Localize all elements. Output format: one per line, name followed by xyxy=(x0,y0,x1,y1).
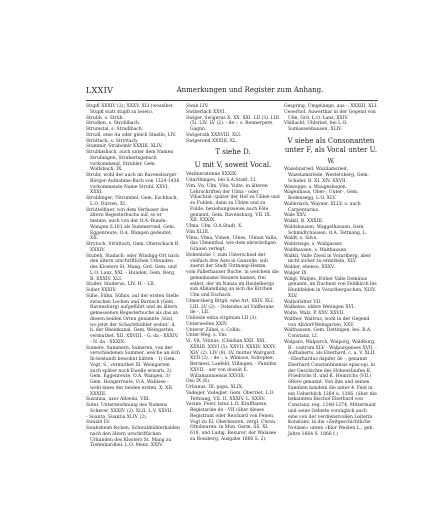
index-entry: Walpare, Walpurch, Walporg, Waldburg, B., castrum XLV - Walpurgenses XVII. - Aufhaberts, als Eberhard, c. a. V. XLII. - Eberhardus dapifer de -, genannt Eberhard Constantinensis episcopi, in der Geschichte des Hohenstaufen K. Friedrichs II. und K. Heinrichs (VII.) öftere genannt. Von ihm und seinen Familien handeln die unter 4. Feld in ein Ueberblick 1264 u. 1266, (über die bekannten Bischof Eberhard von Constanz, reg. 1248-1274, Mittermaut und seine Gebiete vorzüglich auch eine von der verdienstvollen Leiterin Konstanz, in die »Zeitgeschichtliche Notizen« unten »Klor Weiden L., geb. Jahre 1664 S. 1866 f.) xyxy=(284,339,377,437)
index-entry: Swab LIV. xyxy=(186,104,209,109)
index-entry: Stubeh, Stadach: oder Windigg-Ort nach den ältern urschriftlichen Urkunden des Klosters St. Mang. Grd. Gem. und L.O. Lanz, XXI. - Hunden, Gem. Berg, B. XXXIV. XLI. xyxy=(86,253,179,282)
index-entry: Walgl, Walpes, früher Valle Dominus genannt, im Duchent von Feldkirch bis Hunkfelden in Vorarlbergischen, XLIV. XLV. xyxy=(284,276,377,299)
index-entry: Sumere, Summern, Sumeren, von der verschiedenen Summer, welche an sich In-bestandt bewohnt hätten - 1) Gem. Vogt, S., vermuthet XI. Weingarten auch später noch Ewelle erwarb, 2) Gem. Eggenreute, O.A. Wangen, 3) Gem. Hungerreute, O.A. Waldsee - wohl eines der beiden ersten, X. XII. XXXIII. xyxy=(86,345,180,397)
index-entry: Unterer Zähel, s. Collin. xyxy=(186,327,242,333)
index-entry: Vhlllacht, Uhlsried, bei L.O. Sumassenhausen, XLIV. xyxy=(284,121,348,132)
running-header xyxy=(86,86,378,98)
index-entry: Gespring, Umgelange, aus -, XXXIII. XLI. xyxy=(284,104,378,109)
index-entry: Walkil, Valle Zweil in Vorarlberg, aber nicht sicher zu ermitteln, XLV. xyxy=(284,253,371,265)
index-entry: Wazelinsried, Wazilamsried, Wazelamsriede, Westersberg, Gem. Schider, B. XI. XIV. XXVII. xyxy=(284,167,369,184)
index-entry: Strumstal, s. Strudlbach. xyxy=(86,127,144,132)
index-entry: Studer, Studerus, LIV. H. - LII. xyxy=(86,282,156,288)
index-entry: Strubb, s. Strüb. xyxy=(86,115,124,121)
index-entry: Suber XXXIV. xyxy=(86,288,117,293)
index-entry: vom Fallerhauser Buche, in welchem die gemeinsame Steuern kamen, frei selbst, der im Nanza im Heidelberga sub Abhandlung an sich die Kirchen Ulm und Eschach. xyxy=(186,270,279,298)
index-entry: Vlm, Vn, Ulm, Vlin, Vulte, in älteren Lehrschriften der Ulma - oder Vlbachtal; später der Hof zu Ülden und zu Fulden, dann zu Ülden und zu Fulde, beziehungsweise auch Föle genannt, Gem. Ravensburg, VII. IX. XII. XXXIX. xyxy=(186,183,280,224)
index-entry: Walthausen, Gem. Dettingen, bei. B.A. Constanz, LI. xyxy=(284,328,372,339)
index-entry: Walte, Walz, P. XXV. XXVII. xyxy=(284,311,345,316)
index-entry: Waldt, s. Silva. xyxy=(284,236,318,242)
section-heading: U mit V, soweit Vocal. xyxy=(194,161,272,170)
index-entry: Urbanus, III. papa, XLIX. xyxy=(186,385,244,390)
index-entry: Strubbisbach, auch unter dem Namen Strubingen, Strubertsgebach vorkommend, Strubler, Gem. Wolfsbach, IX. xyxy=(86,150,174,173)
index-entry: Strubr, wohl der auch im Ravensburger Bürger-Aufnahme-Buch von 1324-1436 vorkommende Name Strubl. XXVI. XXXI. xyxy=(86,173,180,196)
index-entry: Susanna, uxor Albwini, VIII. xyxy=(86,397,151,403)
section-heading: T siehe D. xyxy=(215,148,251,157)
index-entry: Vlma, Vlma, Vlmen, Ulnes, Ulmun Valla, das Ulmenthal, wie dem ehrwürdigen Grauen verlegt. xyxy=(186,235,278,252)
index-entry: Strüttach, s. Stryttach. xyxy=(86,138,139,144)
header-rule xyxy=(86,100,378,101)
page-number: LXXIV xyxy=(86,86,114,95)
index-entry: Wale XXV. xyxy=(284,213,307,219)
index-column-left xyxy=(86,104,180,449)
index-entry: Unterweilen XXIV. xyxy=(186,321,228,327)
index-entry: Hohenlohe ?, zum Unterschied der vielfach drei Aste in Ganzolle, sub zuerst der Stadt Tottnang-Hemm. xyxy=(186,252,268,270)
index-entry: Wawoppe, s. Waugesbogen. xyxy=(284,184,348,190)
index-entry: Vlm XLIII. xyxy=(186,229,210,235)
index-entry: Walger IX. xyxy=(284,270,308,276)
index-entry: Strudlen, s. Strobibach. xyxy=(86,121,141,127)
index-entry: Walhofsitter VII. xyxy=(284,299,322,305)
index-entry: Waldhausen, s. Walthausen. xyxy=(284,247,348,253)
index-entry: Swiger, Swigerus X. XX. XXI. LII (3). LIII (5). LIV. LV (2). - de -, s. Rennerpere, Gagnn. xyxy=(186,115,280,132)
index-column-middle xyxy=(186,104,280,443)
index-entry: Walther, Waltrus, wohl in der Gegend von Altdorf-Weingarten, XXV. xyxy=(284,316,370,328)
running-title: Anmerkungen und Register zum Anhang. xyxy=(176,86,324,94)
index-entry: Swiberlach XXVI. xyxy=(186,109,226,115)
index-entry: Waldshausen, Waggelhausen, Gem. Schmidtchausen, O.A. Tettnang, L. xyxy=(284,224,368,236)
index-entry: Swiperend XXXIII. XL. xyxy=(186,138,238,144)
index-entry: Ulma, Ulm, O.A.Stadt, X. xyxy=(186,224,243,229)
index-entry: Ueoerhof, Auwerthar in der Gegend von Ulm, Grd. L.O. Lanz, XXIV. xyxy=(284,109,376,121)
index-entry: Walleriach, Wayner. XLLV, s. auch Carpentarius. xyxy=(284,201,361,213)
index-column-right xyxy=(284,104,378,438)
index-entry: Strüttelfluer, von dem Verfasser des ältern Regesterbuchs auf, so er meinte, auch von der O.A.-Bunde: Wangen S.161 als Summerried, Gem. Eggenreute, O.A. Wangen gedeutet, XII. xyxy=(86,207,176,242)
index-entry: Swigerath XXXVIII. XLI. xyxy=(186,132,242,138)
section-letter: W. xyxy=(327,157,335,165)
index-entry: Sühe, Sühn, Sühns, auf der ersten Stelle zwischen Lochen und Barnsch (Gem. Ravensburg) aufgeführt und im ältern gemessenen Regesterbuche als das an diesen beiden Orten genannte ‚Süst, wo jetzt der Schachtbühler wohnt', d. h. der Rheinkanal, Gem. Weingarten, vermuthet, XII. XXVIII. - G. da - XXXIV. - N. da - XXXIX. xyxy=(86,293,179,345)
index-entry: Unter-Weg, s. Vm. xyxy=(186,333,228,339)
index-entry: Ulmersberg Brigh, eine Art, XXIV. XLI. LIII. LV (2). - Ostendus ad Vulfferane de -, LII. xyxy=(186,298,275,316)
index-entry: Strudl, eine Au oder gleich Staelle, LIV. xyxy=(86,132,177,138)
index-entry: Swabsheim fechen, Schwabbühlerhalden nach den ältern urschriftlichen Urkunden des Klosters St. Mang zu Tiefenhardbel. L.O. Menz, XXIV. xyxy=(86,426,180,449)
index-entry: Walkeine, obbre Wetingen XVI. xyxy=(284,305,355,311)
index-entry: Vi, Vit, Vitinus, (Cleidian XXII. XXI. XXXIII. XXVI (5). XXVII. XXXIV. XXXV. XLV (2). LIV (8). LV. mutter Walrgard. XVII (2). - de -, s. Wimoos, Svitoptee, Bermest, Laefeld, Villingen, - Pantifex XXVII. - ser von dossiit E. Willamanniensis XXVIII. xyxy=(186,339,277,379)
index-entry: Wagenhaus, Ober-, Unter-, Gem. Bodensegg, L.O. XLV. xyxy=(284,190,359,201)
index-entry: Unfoiste entia virginum LII (3). xyxy=(186,316,258,321)
section-heading: V siehe als Consonanten unter F, als Vocal unter U. xyxy=(284,136,378,154)
index-entry: Walkil, B. XXXIII. xyxy=(284,219,324,224)
index-entry: Oso IX (6). xyxy=(186,379,211,385)
index-entry: Strytoch, Strüttach, Gem. Oberschach B. XXXIV. xyxy=(86,242,180,253)
index-entry: Strublinger, ?Strumbel, Gem. Eschbach, L.O. Dürren, XI. xyxy=(86,196,178,207)
index-entry: Udarthingen, bei S.A.Stadt, LI. xyxy=(186,178,257,183)
index-entry: Stupfl XXXIV (2); XXXV. XLI (woselbst Stupfl statt stupfl zu lesen). xyxy=(86,104,173,115)
index-entry: Vadeger, Vadegler, Gem. Oberriet, L.O. Tettnang, VII. II. XXXIV. L. XXXV. xyxy=(186,390,275,402)
index-entry: Walder, ebenso, XXXV. xyxy=(284,265,335,270)
index-entry: Suter, Unterzeichnung des Namens Scherer, XXXIV (2). XLII. L.V. XXVII. xyxy=(86,403,173,414)
index-entry: Vezilneratenne XXXIX. xyxy=(186,172,238,178)
index-entry: Waldsteige, s. Wallgasser. xyxy=(284,242,343,247)
index-entry: Stummir, Strabomir XXXIII. XLIV. xyxy=(86,144,163,150)
index-entry: - Suanta, Suantia XLIV (2). xyxy=(86,414,148,420)
index-entry: Vavine, Fewr, latus L.O. Krufflanwe, Registaride do - VII (über dieses Registrant oder Reichard von Fenen, Vogt zu El. Oberbeuren, vergl. Chron. Ottobeuren. in Mon. Germ. SS. XI. 618, und Ludig. Rexurer, der Walasee zu Rossberg, Ausgabe 1860 S. 2). xyxy=(186,402,277,442)
index-entry: Swazili LV. xyxy=(86,420,111,426)
